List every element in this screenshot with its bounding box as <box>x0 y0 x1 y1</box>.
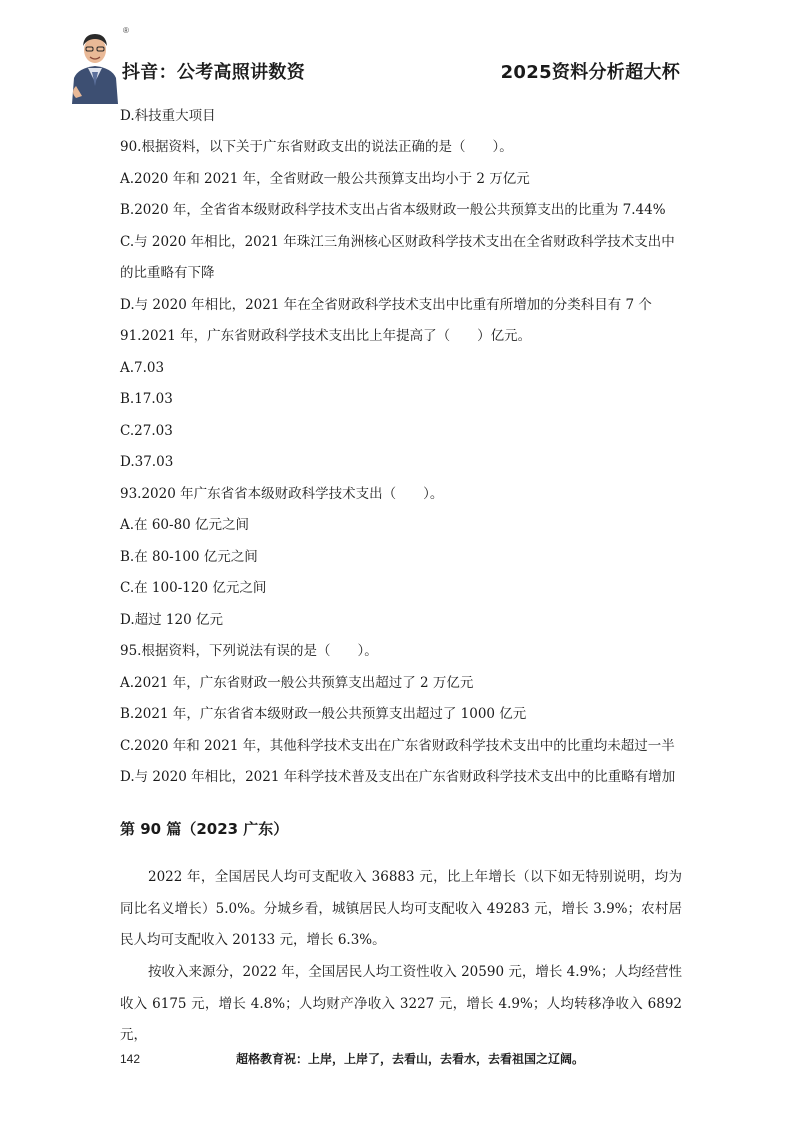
question-90: 90.根据资料，以下关于广东省财政支出的说法正确的是（ ）。 <box>120 139 513 155</box>
section-title: 第 90 篇（2023 广东） <box>120 820 289 838</box>
option-line: D.科技重大项目 <box>120 108 216 124</box>
registered-mark: ® <box>123 26 129 35</box>
option-line: B.2020 年，全省省本级财政科学技术支出占省本级财政一般公共预算支出的比重为 7.44% <box>120 202 666 218</box>
option-line: C.在 100-120 亿元之间 <box>120 580 267 596</box>
option-line: B.2021 年，广东省省本级财政一般公共预算支出超过了 1000 亿元 <box>120 706 527 722</box>
option-line: A.2021 年，广东省财政一般公共预算支出超过了 2 万亿元 <box>120 675 474 691</box>
page-number: 142 <box>120 1052 141 1066</box>
option-line: D.与 2020 年相比，2021 年科学技术普及支出在广东省财政科学技术支出中的比重略有增加 <box>120 769 676 785</box>
question-93: 93.2020 年广东省省本级财政科学技术支出（ ）。 <box>120 486 444 502</box>
material-paragraph: 按收入来源分，2022 年，全国居民人均工资性收入 20590 元，增长 4.9%；人均经营性收入 6175 元，增长 4.8%；人均财产净收入 3227 元，增长 4.9%；人均转移净收入 6892 元， <box>120 964 682 1043</box>
option-line: A.7.03 <box>120 360 165 376</box>
option-line: D.超过 120 亿元 <box>120 612 223 628</box>
option-line: C.2020 年和 2021 年，其他科学技术支出在广东省财政科学技术支出中的比重均未超过一半 <box>120 738 675 754</box>
footer-slogan: 超格教育祝：上岸，上岸了，去看山，去看水，去看祖国之辽阔。 <box>236 1052 585 1066</box>
option-line: D.37.03 <box>120 454 174 470</box>
question-95: 95.根据资料，下列说法有误的是（ ）。 <box>120 643 378 659</box>
question-91: 91.2021 年，广东省财政科学技术支出比上年提高了（ ）亿元。 <box>120 328 532 344</box>
presenter-avatar <box>68 26 122 104</box>
option-line: B.17.03 <box>120 391 173 407</box>
header-left-title: 抖音：公考高照讲数资 <box>122 62 305 83</box>
option-line: A.在 60-80 亿元之间 <box>120 517 250 533</box>
header-right-title: 2025资料分析超大杯 <box>500 62 680 83</box>
option-line: B.在 80-100 亿元之间 <box>120 549 258 565</box>
option-line-continued: 的比重略有下降 <box>120 265 215 281</box>
option-line: C.与 2020 年相比，2021 年珠江三角洲核心区财政科学技术支出在全省财政科学技术支出中 <box>120 234 675 250</box>
option-line: A.2020 年和 2021 年，全省财政一般公共预算支出均小于 2 万亿元 <box>120 171 530 187</box>
material-paragraph: 2022 年，全国居民人均可支配收入 36883 元，比上年增长（以下如无特别说明，均为同比名义增长）5.0%。分城乡看，城镇居民人均可支配收入 49283 元，增长 3.9%；农村居民人均可支配收入 20133 元，增长 6.3%。 <box>120 869 682 948</box>
option-line: D.与 2020 年相比，2021 年在全省财政科学技术支出中比重有所增加的分类科目有 7 个 <box>120 297 652 313</box>
option-line: C.27.03 <box>120 423 173 439</box>
